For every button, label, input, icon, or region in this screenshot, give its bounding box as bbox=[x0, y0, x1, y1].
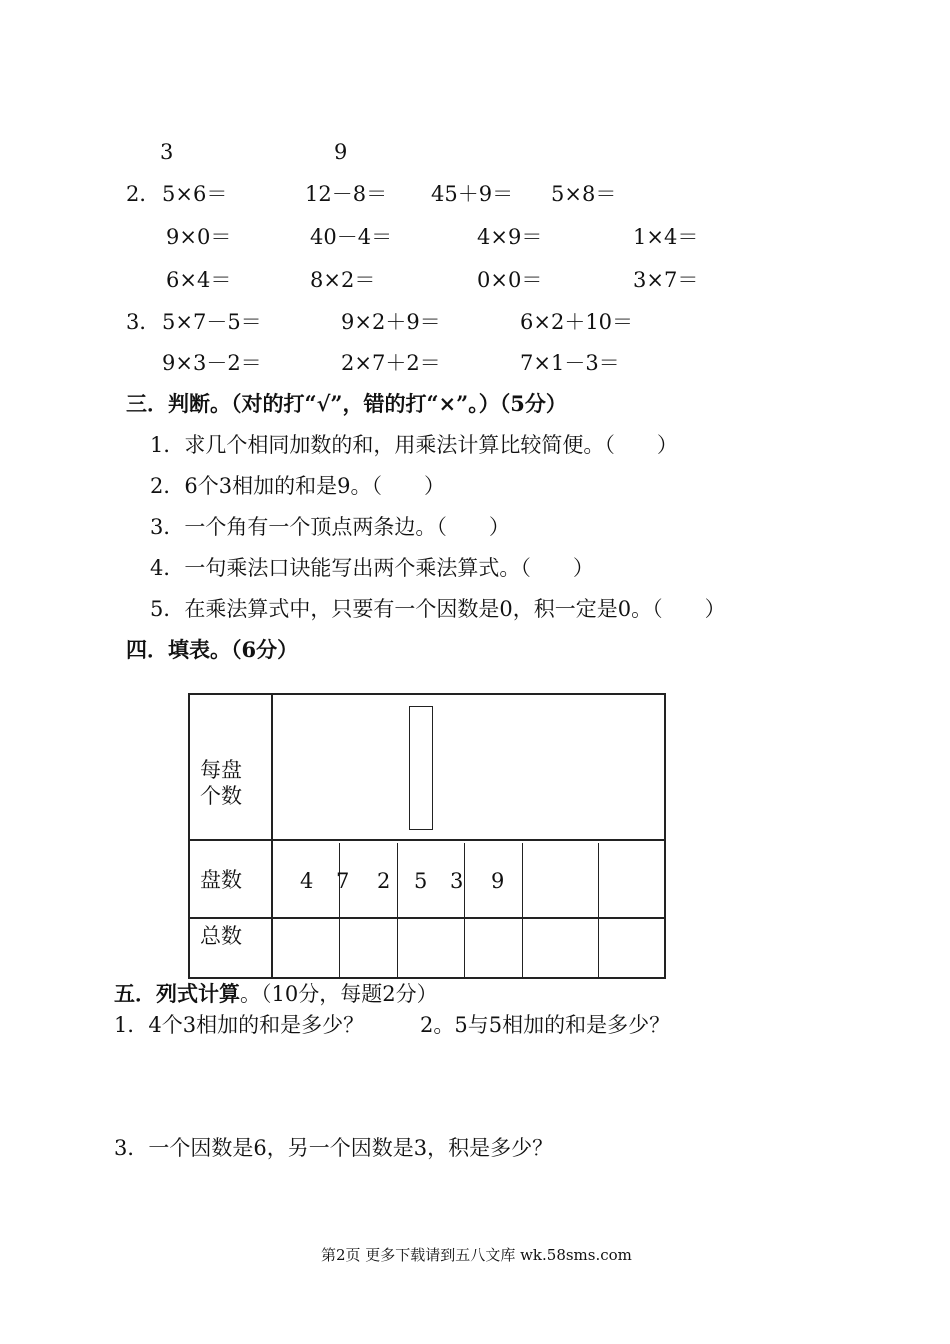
answer-box[interactable] bbox=[409, 706, 433, 830]
q2-r2-c2: 40－4＝ bbox=[310, 225, 393, 249]
q3-r2-c3: 7×1－3＝ bbox=[520, 351, 620, 375]
fill-table bbox=[188, 693, 666, 979]
q2-r1-c4: 5×8＝ bbox=[551, 182, 617, 206]
q2-r3-c1: 6×4＝ bbox=[166, 268, 232, 292]
q2-r3-c2: 8×2＝ bbox=[310, 268, 376, 292]
plate-count: 3 bbox=[450, 869, 464, 893]
q2-r2-c1: 9×0＝ bbox=[166, 225, 232, 249]
top-number-3: 3 bbox=[160, 140, 174, 164]
plate-count: 5 bbox=[414, 869, 428, 893]
q2-r2-c4: 1×4＝ bbox=[633, 225, 699, 249]
q2-r3-c3: 0×0＝ bbox=[477, 268, 543, 292]
q2-label: 2． bbox=[126, 182, 161, 206]
judge-item-4: 4．一句乘法口诀能写出两个乘法算式。（ ） bbox=[150, 556, 594, 580]
q3-r2-c2: 2×7＋2＝ bbox=[341, 351, 441, 375]
plate-count: 7 bbox=[336, 869, 350, 893]
section5-title-main: 五．列式计算 bbox=[114, 981, 240, 1006]
page-footer: 第2页 更多下载请到五八文库 wk.58sms.com bbox=[321, 1246, 632, 1264]
top-number-9: 9 bbox=[334, 140, 348, 164]
q2-r1-c2: 12－8＝ bbox=[305, 182, 388, 206]
q3-r1-c2: 9×2＋9＝ bbox=[341, 310, 441, 334]
row-label-per-plate-line1: 每盘 bbox=[200, 758, 242, 782]
judge-item-3: 3．一个角有一个顶点两条边。（ ） bbox=[150, 515, 510, 539]
q2-r2-c3: 4×9＝ bbox=[477, 225, 543, 249]
q3-r1-c3: 6×2＋10＝ bbox=[520, 310, 634, 334]
q3-r2-c1: 9×3－2＝ bbox=[162, 351, 262, 375]
plate-count: 9 bbox=[491, 869, 505, 893]
row-label-total: 总数 bbox=[200, 924, 242, 948]
row-label-per-plate-line2: 个数 bbox=[200, 784, 242, 808]
section5-title-rest: 。（10分，每题2分） bbox=[240, 982, 438, 1006]
row-label-plates: 盘数 bbox=[200, 868, 242, 892]
q2-r3-c4: 3×7＝ bbox=[633, 268, 699, 292]
q2-r1-c1: 5×6＝ bbox=[162, 182, 228, 206]
judge-item-1: 1．求几个相同加数的和，用乘法计算比较简便。（ ） bbox=[150, 433, 678, 457]
section3-title: 三．判断。（对的打“√”，错的打“×”。）（5分） bbox=[126, 391, 567, 416]
plate-count: 2 bbox=[377, 869, 391, 893]
section5-title bbox=[114, 981, 438, 1007]
calc-question-2: 2。5与5相加的和是多少？ bbox=[420, 1013, 671, 1037]
judge-item-2: 2．6个3相加的和是9。（ ） bbox=[150, 474, 445, 498]
q2-r1-c3: 45＋9＝ bbox=[431, 182, 514, 206]
calc-question-1: 1．4个3相加的和是多少？ bbox=[114, 1013, 365, 1037]
q3-r1-c1: 5×7－5＝ bbox=[162, 310, 262, 334]
judge-item-5: 5．在乘法算式中，只要有一个因数是0，积一定是0。（ ） bbox=[150, 597, 726, 621]
q3-label: 3． bbox=[126, 310, 161, 334]
plate-count: 4 bbox=[300, 869, 314, 893]
section4-title: 四．填表。（6分） bbox=[126, 637, 299, 662]
calc-question-3: 3．一个因数是6，另一个因数是3，积是多少？ bbox=[114, 1136, 554, 1160]
